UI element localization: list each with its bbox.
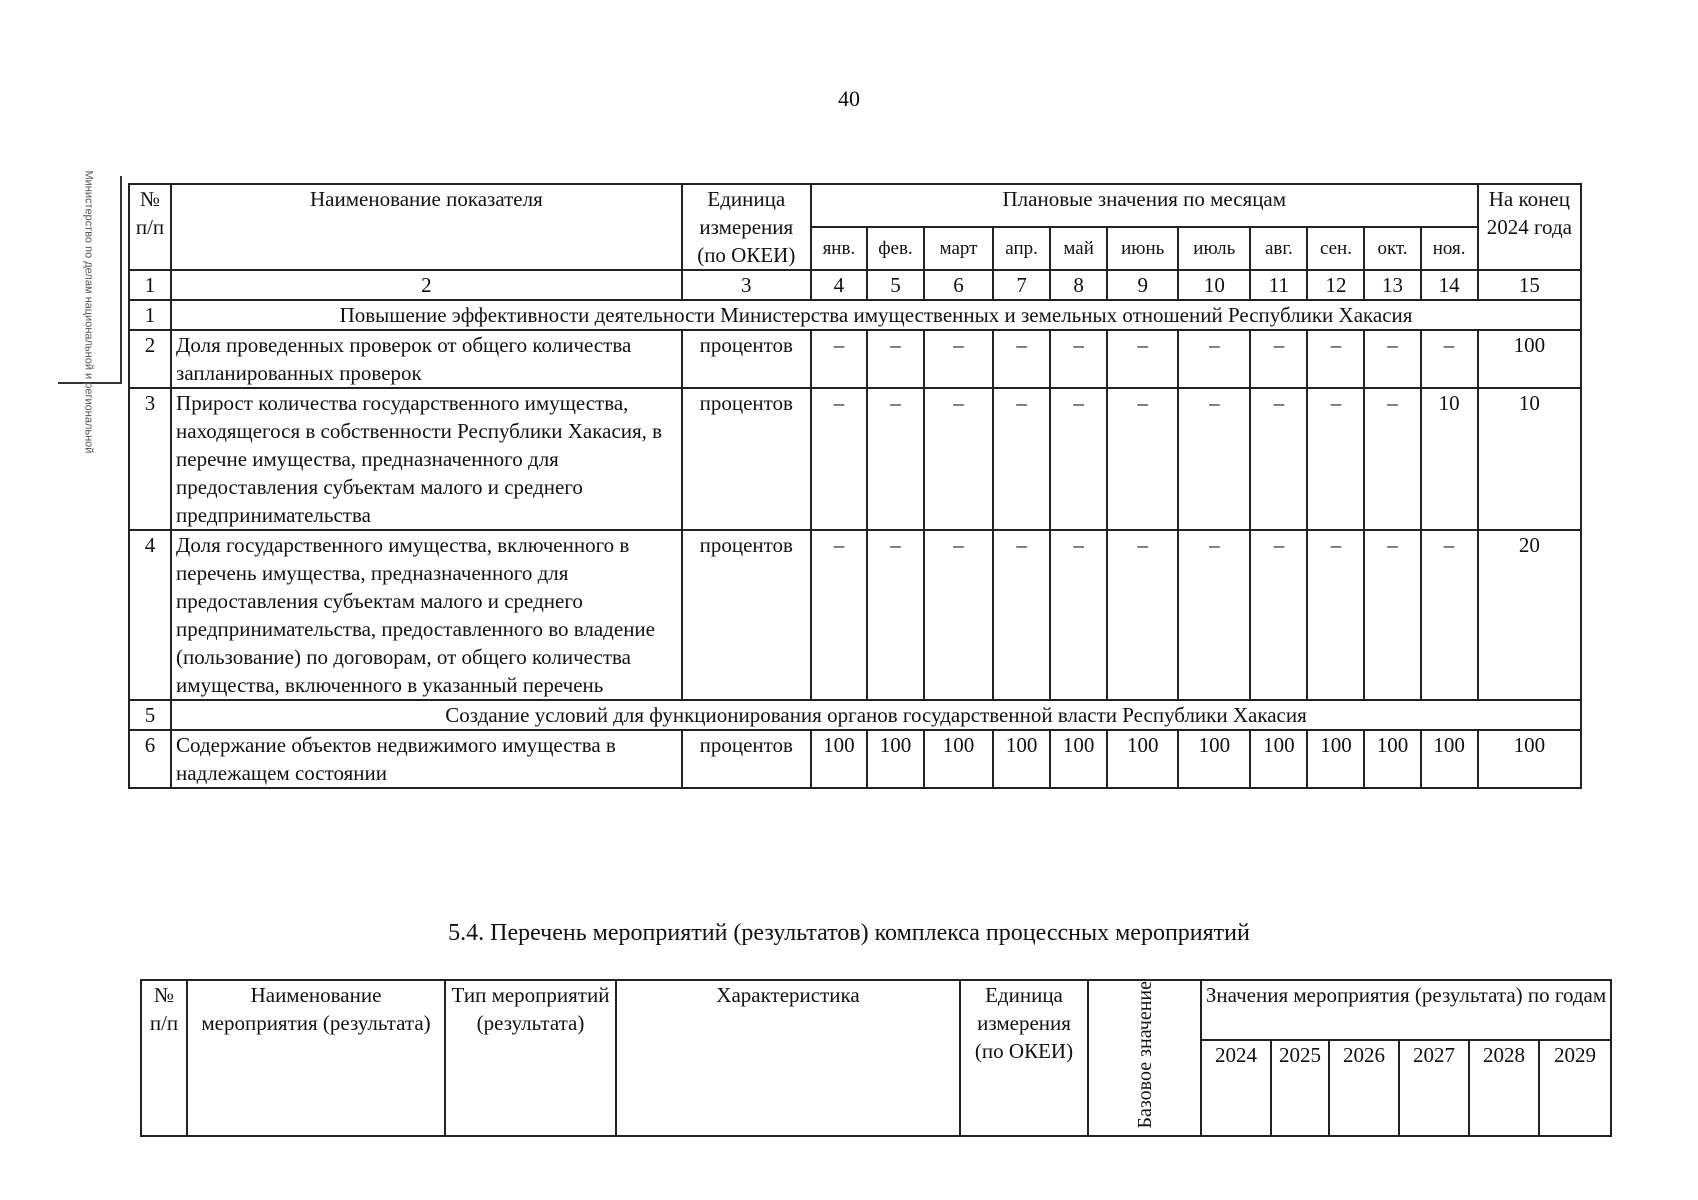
row-end-value: 10 xyxy=(1478,388,1581,530)
header-characteristic: Характеристика xyxy=(616,980,960,1136)
month-apr: апр. xyxy=(993,227,1050,270)
row-name: Доля проведенных проверок от общего количества запланированных проверок xyxy=(171,330,682,388)
month-may: май xyxy=(1050,227,1107,270)
row-month-value: – xyxy=(1050,530,1107,700)
row-month-value: – xyxy=(1107,530,1178,700)
row-end-value: 20 xyxy=(1478,530,1581,700)
row-month-value: – xyxy=(924,330,993,388)
row-month-value: 100 xyxy=(811,730,867,788)
table-row xyxy=(129,530,1581,700)
row-month-value: – xyxy=(993,388,1050,530)
header-row-1 xyxy=(129,184,1581,227)
row-month-value: – xyxy=(1107,388,1178,530)
colnum: 5 xyxy=(867,270,924,300)
row-name: Содержание объектов недвижимого имущества в надлежащем состоянии xyxy=(171,730,682,788)
row-num: 2 xyxy=(129,330,171,388)
row-unit: процентов xyxy=(682,330,811,388)
row-month-value: – xyxy=(924,530,993,700)
table-row xyxy=(129,730,1581,788)
colnum: 6 xyxy=(924,270,993,300)
row-month-value: – xyxy=(1421,530,1478,700)
header-type: Тип мероприятий (результата) xyxy=(445,980,616,1136)
month-jul: июль xyxy=(1178,227,1250,270)
row-month-value: – xyxy=(1050,388,1107,530)
year-2026: 2026 xyxy=(1329,1040,1399,1136)
row-month-value: – xyxy=(1050,330,1107,388)
row-month-value: – xyxy=(1364,530,1420,700)
month-oct: окт. xyxy=(1364,227,1420,270)
row-name: Прирост количества государственного имущества, находящегося в собственности Республики Хакасия, в перечне имущества, предназначенного для предоставления субъектам малого и среднего предпринимательства xyxy=(171,388,682,530)
colnum: 14 xyxy=(1421,270,1478,300)
header-base-value-label: Базовое значение xyxy=(1133,981,1156,1129)
section-title: Повышение эффективности деятельности Министерства имущественных и земельных отношений Республики Хакасия xyxy=(171,300,1581,330)
header-num: № п/п xyxy=(141,980,187,1136)
month-feb: фев. xyxy=(867,227,924,270)
header-plan: Плановые значения по месяцам xyxy=(811,184,1478,227)
row-month-value: – xyxy=(867,388,924,530)
row-month-value: 100 xyxy=(924,730,993,788)
row-month-value: 100 xyxy=(1421,730,1478,788)
colnum: 9 xyxy=(1107,270,1178,300)
month-jan: янв. xyxy=(811,227,867,270)
row-month-value: – xyxy=(1307,388,1364,530)
colnum: 4 xyxy=(811,270,867,300)
row-month-value: 100 xyxy=(1250,730,1307,788)
row-month-value: – xyxy=(811,330,867,388)
row-month-value: 100 xyxy=(1364,730,1420,788)
row-month-value: – xyxy=(1364,330,1420,388)
page-number: 40 xyxy=(838,86,860,111)
row-name: Доля государственного имущества, включенного в перечень имущества, предназначенного для предоставления субъектам малого и среднего предпринимательства, предоставленного во владение (пользование) по договорам, от общего количества имущества, включенного в указанный перечень xyxy=(171,530,682,700)
section-row xyxy=(129,700,1581,730)
row-num: 6 xyxy=(129,730,171,788)
activities-table xyxy=(140,979,1612,1137)
row-month-value: – xyxy=(1178,330,1250,388)
colnum: 7 xyxy=(993,270,1050,300)
row-month-value: 100 xyxy=(1307,730,1364,788)
row-num: 3 xyxy=(129,388,171,530)
month-sep: сен. xyxy=(1307,227,1364,270)
section-title: Создание условий для функционирования органов государственной власти Республики Хакасия xyxy=(171,700,1581,730)
colnum: 2 xyxy=(171,270,682,300)
row-month-value: 100 xyxy=(1050,730,1107,788)
registration-stamp xyxy=(58,170,122,454)
section-heading: 5.4. Перечень мероприятий (результатов) комплекса процессных мероприятий xyxy=(448,920,1250,946)
year-2025: 2025 xyxy=(1271,1040,1329,1136)
row-month-value: – xyxy=(993,330,1050,388)
year-2024: 2024 xyxy=(1201,1040,1271,1136)
colnum: 11 xyxy=(1250,270,1307,300)
row-month-value: 100 xyxy=(1178,730,1250,788)
row-month-value: – xyxy=(1250,388,1307,530)
colnum: 15 xyxy=(1478,270,1581,300)
row-unit: процентов xyxy=(682,388,811,530)
year-2028: 2028 xyxy=(1469,1040,1539,1136)
stamp-text: Министерство по делам национальной и региональной xyxy=(82,170,95,454)
month-jun: июнь xyxy=(1107,227,1178,270)
colnum: 3 xyxy=(682,270,811,300)
colnum: 8 xyxy=(1050,270,1107,300)
row-month-value: 100 xyxy=(993,730,1050,788)
row-month-value: 100 xyxy=(1107,730,1178,788)
row-month-value: – xyxy=(1364,388,1420,530)
header-row-1 xyxy=(141,980,1611,1040)
row-month-value: – xyxy=(1250,330,1307,388)
colnum: 10 xyxy=(1178,270,1250,300)
year-2029: 2029 xyxy=(1539,1040,1611,1136)
row-month-value: – xyxy=(1178,530,1250,700)
row-unit: процентов xyxy=(682,730,811,788)
row-end-value: 100 xyxy=(1478,330,1581,388)
section-num: 5 xyxy=(129,700,171,730)
section-row xyxy=(129,300,1581,330)
row-month-value: – xyxy=(993,530,1050,700)
header-name: Наименование показателя xyxy=(171,184,682,270)
indicators-table xyxy=(128,183,1582,789)
header-name: Наименование мероприятия (результата) xyxy=(187,980,445,1136)
row-month-value: – xyxy=(1307,530,1364,700)
header-base-value xyxy=(1088,980,1201,1136)
header-end: На конец 2024 года xyxy=(1478,184,1581,270)
header-unit: Единица измерения (по ОКЕИ) xyxy=(960,980,1088,1136)
row-num: 4 xyxy=(129,530,171,700)
row-month-value: – xyxy=(811,388,867,530)
row-month-value: – xyxy=(924,388,993,530)
section-num: 1 xyxy=(129,300,171,330)
colnum: 1 xyxy=(129,270,171,300)
row-month-value: – xyxy=(811,530,867,700)
month-mar: март xyxy=(924,227,993,270)
row-month-value: – xyxy=(1421,330,1478,388)
row-month-value: – xyxy=(867,530,924,700)
row-unit: процентов xyxy=(682,530,811,700)
row-month-value: – xyxy=(1178,388,1250,530)
colnum: 13 xyxy=(1364,270,1420,300)
year-2027: 2027 xyxy=(1399,1040,1469,1136)
header-unit: Единица измерения (по ОКЕИ) xyxy=(682,184,811,270)
row-month-value: – xyxy=(867,330,924,388)
row-month-value: – xyxy=(1307,330,1364,388)
column-number-row xyxy=(129,270,1581,300)
header-num: № п/п xyxy=(129,184,171,270)
table-row xyxy=(129,388,1581,530)
month-nov: ноя. xyxy=(1421,227,1478,270)
header-values-by-year: Значения мероприятия (результата) по годам xyxy=(1201,980,1611,1040)
colnum: 12 xyxy=(1307,270,1364,300)
row-month-value: 100 xyxy=(867,730,924,788)
row-month-value: – xyxy=(1250,530,1307,700)
row-month-value: 10 xyxy=(1421,388,1478,530)
table-row xyxy=(129,330,1581,388)
row-end-value: 100 xyxy=(1478,730,1581,788)
month-aug: авг. xyxy=(1250,227,1307,270)
row-month-value: – xyxy=(1107,330,1178,388)
